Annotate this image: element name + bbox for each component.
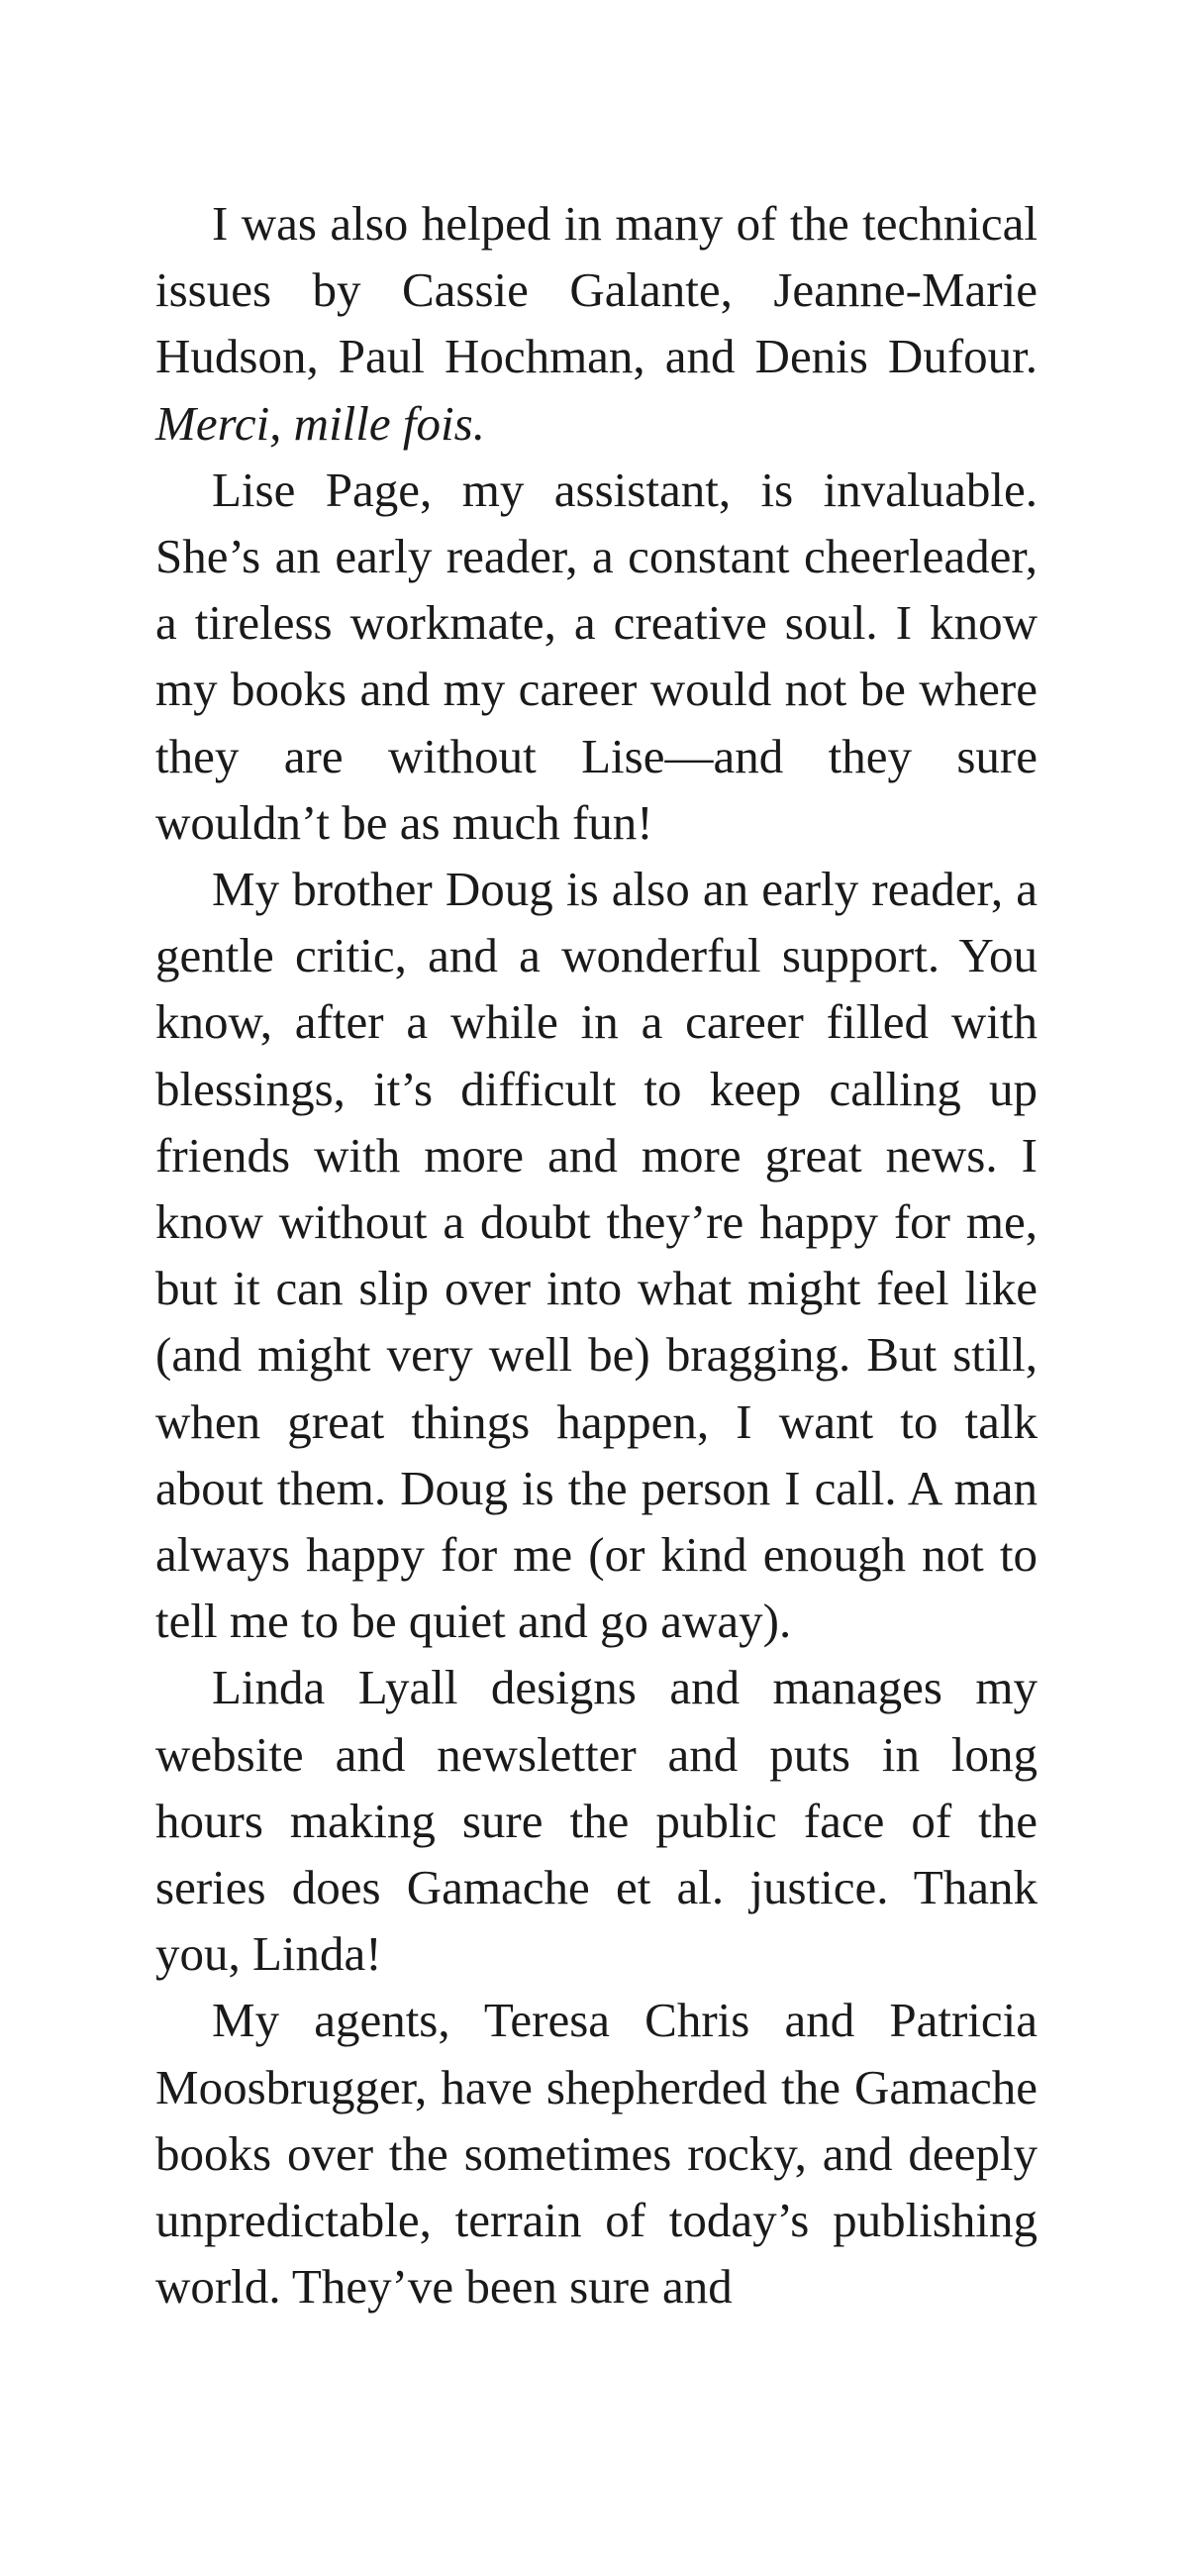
paragraph-text: Linda Lyall designs and manages my website and newsletter and puts in long hours making sure the public face of the series does Gamache et al. justice. Thank you, Linda! bbox=[155, 1660, 1038, 1982]
page-text bbox=[155, 190, 1038, 2320]
paragraph-linda-lyall bbox=[155, 1654, 1038, 1987]
paragraph-text: Lise Page, my assistant, is invaluable. She’s an early reader, a constant cheerleader, a tireless workmate, a creative soul. I know my books and my career would not be where they are without Lise—and they sure wouldn’t be as much fun! bbox=[155, 462, 1038, 850]
paragraph-text: My agents, Teresa Chris and Patricia Moosbrugger, have shepherded the Gamache books over the sometimes rocky, and deeply unpredictable, terrain of today’s publishing world. They’ve been sure and bbox=[155, 1993, 1038, 2315]
paragraph-technical-helpers bbox=[155, 190, 1038, 457]
paragraph-brother-doug bbox=[155, 856, 1038, 1654]
paragraph-text: My brother Doug is also an early reader, a gentle critic, and a wonderful support. You know, after a while in a career filled with blessings, it’s difficult to keep calling up friends with more and more great news. I know without a doubt they’re happy for me, but it can slip over into what might feel like (and might very well be) bragging. But still, when great things happen, I want to talk about them. Doug is the person I call. A man always happy for me (or kind enough not to tell me to be quiet and go away). bbox=[155, 862, 1038, 1649]
paragraph-text: I was also helped in many of the technical issues by Cassie Galante, Jeanne-Marie Hudson, Paul Hochman, and Denis Dufour. bbox=[155, 196, 1038, 384]
paragraph-agents bbox=[155, 1987, 1038, 2319]
italic-phrase: Merci, mille fois. bbox=[155, 395, 485, 451]
paragraph-lise-page bbox=[155, 457, 1038, 856]
